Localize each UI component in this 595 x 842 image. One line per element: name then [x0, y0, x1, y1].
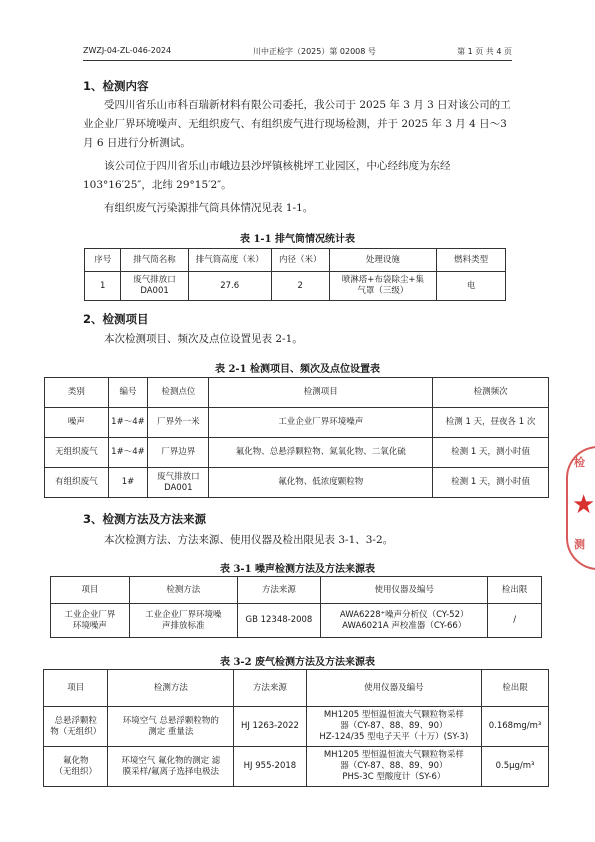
table-row [45, 438, 549, 468]
section-2-title: 2、检测项目 [83, 312, 149, 326]
report-number: 川中正检字（2025）第 02008 号 [253, 47, 376, 56]
table-3-1-caption: 表 3-1 噪声检测方法及方法来源表 [219, 564, 376, 575]
t21-cell: 工业企业厂界环境噪声 [209, 408, 433, 438]
t21-cell: 1#～4# [108, 438, 148, 468]
t11-cell: 电 [437, 272, 506, 301]
t31-header: 使用仪器及编号 [321, 577, 488, 604]
table-1-1 [84, 248, 506, 301]
t11-cell: 1 [85, 272, 121, 301]
page-header [83, 46, 512, 61]
table-3-1 [50, 576, 542, 638]
t32-cell: HJ 1263-2022 [234, 707, 306, 747]
t32-header: 使用仪器及编号 [306, 670, 481, 707]
t31-cell: 工业企业厂界环境噪 声排放标准 [129, 604, 237, 638]
t32-cell: 环境空气 氟化物的测定 滤 膜采样/氟离子选择电极法 [108, 747, 234, 787]
section-1-title: 1、检测内容 [83, 79, 149, 93]
section-3-title: 3、检测方法及方法来源 [83, 512, 207, 526]
t11-header: 燃料类型 [437, 249, 506, 272]
table-row [51, 604, 542, 638]
t11-cell: 27.6 [188, 272, 271, 301]
t21-cell: 厂界外一米 [148, 408, 209, 438]
t11-cell: 废气排放口 DA001 [121, 272, 188, 301]
t32-header: 项目 [44, 670, 108, 707]
t32-header: 检测方法 [108, 670, 234, 707]
t11-cell: 喷淋塔+布袋除尘+集 气罩（三级） [329, 272, 436, 301]
t11-cell: 2 [271, 272, 329, 301]
t32-cell: MH1205 型恒温恒流大气颗粒物采样 器（CY-87、88、89、90） HZ-124/35 型电子天平（十万）(SY-3) [306, 707, 481, 747]
table-3-2 [43, 669, 549, 787]
star-icon: ★ [572, 490, 595, 520]
t21-cell: 氟化物、总悬浮颗粒物、氮氧化物、二氧化硫 [209, 438, 433, 468]
stamp-text: 检 [574, 456, 585, 469]
t32-cell: 0.5μg/m³ [482, 747, 549, 787]
t31-header: 检测方法 [129, 577, 237, 604]
t11-header: 处理设施 [329, 249, 436, 272]
t32-cell: 氟化物 （无组织） [44, 747, 108, 787]
section-2-paragraph: 本次检测项目、频次及点位设置见表 2-1。 [104, 333, 303, 345]
t32-cell: 环境空气 总悬浮颗粒物的 测定 重量法 [108, 707, 234, 747]
t32-cell: 总悬浮颗粒 物（无组织） [44, 707, 108, 747]
t32-cell: HJ 955-2018 [234, 747, 306, 787]
t21-cell: 有组织废气 [45, 468, 109, 498]
t21-cell: 检测 1 天，昼夜各 1 次 [433, 408, 549, 438]
t31-cell: / [488, 604, 542, 638]
t31-header: 方法来源 [237, 577, 320, 604]
table-2-1 [44, 377, 549, 498]
t21-header: 检测项目 [209, 378, 433, 408]
section-3-paragraph: 本次检测方法、方法来源、使用仪器及检出限见表 3-1、3-2。 [104, 534, 394, 546]
t21-header: 类别 [45, 378, 109, 408]
section-1-paragraph-3: 有组织废气污染源排气筒具体情况见表 1-1。 [104, 202, 314, 214]
table-2-1-caption: 表 2-1 检测项目、频次及点位设置表 [214, 364, 381, 375]
t21-cell: 氟化物、低浓度颗粒物 [209, 468, 433, 498]
t31-header: 检出限 [488, 577, 542, 604]
t21-cell: 无组织废气 [45, 438, 109, 468]
table-row [45, 468, 549, 498]
t32-header: 方法来源 [234, 670, 306, 707]
t21-cell: 检测 1 天，测小时值 [433, 468, 549, 498]
red-seal-stamp [566, 446, 595, 570]
t31-cell: 工业企业厂界 环境噪声 [51, 604, 130, 638]
t11-header: 排气筒名称 [121, 249, 188, 272]
section-1-paragraph-2: 该公司位于四川省乐山市峨边县沙坪镇核桃坪工业园区，中心经纬度为东经 103°16′25″，北纬 29°15′2″。 [83, 160, 451, 191]
t31-header: 项目 [51, 577, 130, 604]
table-row [44, 747, 549, 787]
t31-cell: GB 12348-2008 [237, 604, 320, 638]
t11-header: 序号 [85, 249, 121, 272]
table-1-1-caption: 表 1-1 排气筒情况统计表 [239, 234, 356, 245]
t21-header: 检测频次 [433, 378, 549, 408]
t11-header: 内径（米） [271, 249, 329, 272]
t21-cell: 废气排放口 DA001 [148, 468, 209, 498]
t21-cell: 厂界边界 [148, 438, 209, 468]
t21-header: 编号 [108, 378, 148, 408]
t21-cell: 噪声 [45, 408, 109, 438]
t32-cell: 0.168mg/m³ [482, 707, 549, 747]
t31-cell: AWA6228⁺噪声分析仪（CY-52） AWA6021A 声校准器（CY-66） [321, 604, 488, 638]
t21-cell: 1# [108, 468, 148, 498]
doc-code: ZWZJ-04-ZL-046-2024 [83, 46, 172, 55]
page-number: 第 1 页 共 4 页 [457, 47, 512, 56]
t21-cell: 1#～4# [108, 408, 148, 438]
table-row [45, 408, 549, 438]
t11-header: 排气筒高度（米） [188, 249, 271, 272]
t32-header: 检出限 [482, 670, 549, 707]
stamp-text: 测 [574, 538, 585, 551]
t21-header: 检测点位 [148, 378, 209, 408]
t32-cell: MH1205 型恒温恒流大气颗粒物采样 器（CY-87、88、89、90） PHS-3C 型酸度计（SY-6） [306, 747, 481, 787]
t21-cell: 检测 1 天，测小时值 [433, 438, 549, 468]
table-3-2-caption: 表 3-2 废气检测方法及方法来源表 [219, 657, 376, 668]
section-1-paragraph-1: 受四川省乐山市科百瑞新材料有限公司委托，我公司于 2025 年 3 月 3 日对该公司的工业企业厂界环境噪声、无组织废气、有组织废气进行现场检测，并于 2025 年 3 月 4 日～3 月 6 日进行分析测试。 [83, 99, 511, 149]
table-row [85, 272, 506, 301]
table-row [44, 707, 549, 747]
